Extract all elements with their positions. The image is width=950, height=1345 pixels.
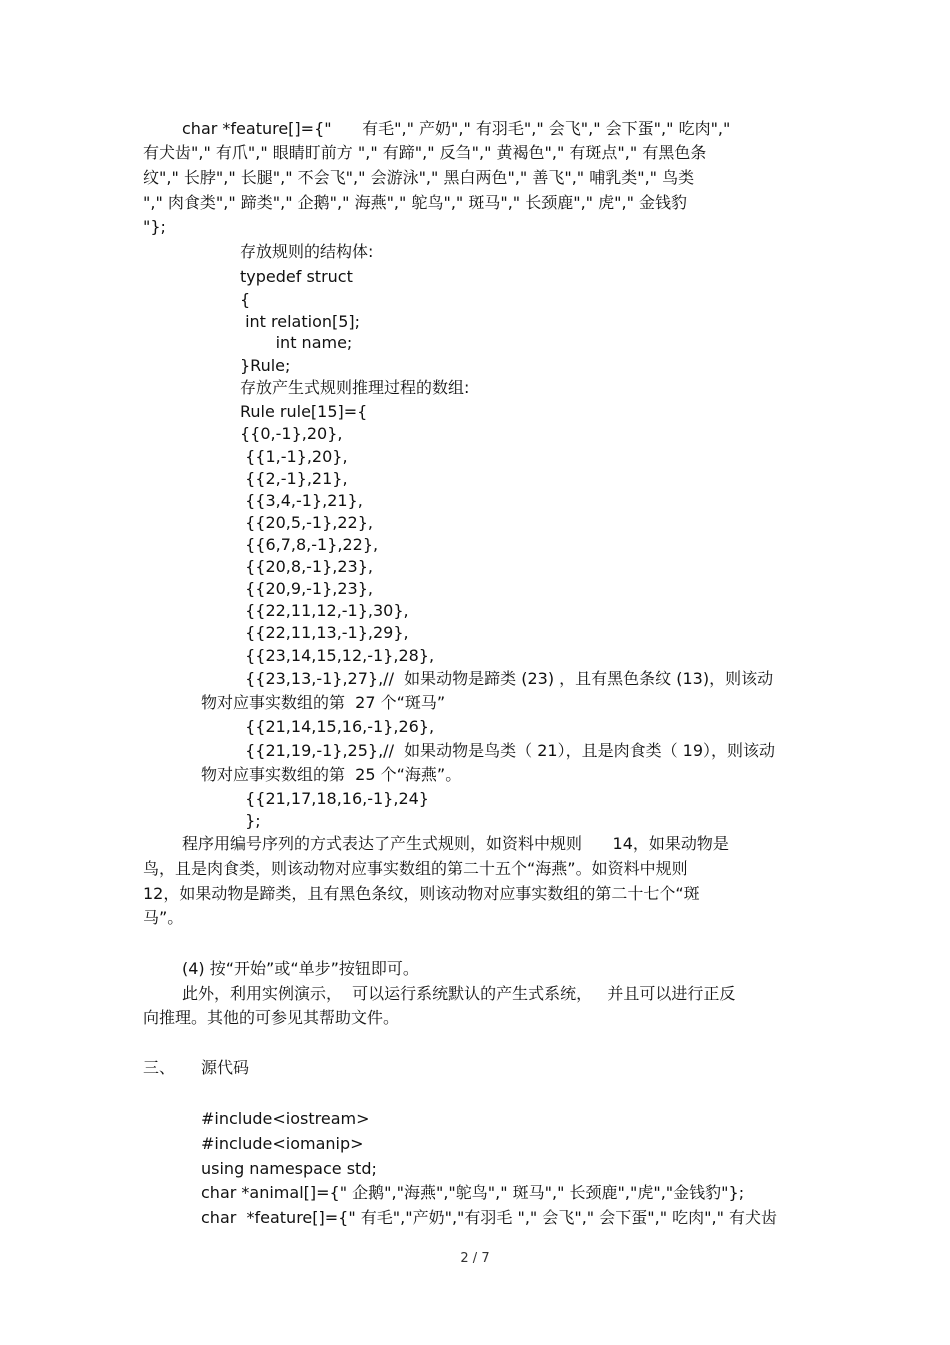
rule-entry: {{20,5,-1},22}, [240, 513, 373, 532]
rule-entry: {{22,11,12,-1},30}, [240, 601, 409, 620]
rule-entry: {{20,8,-1},23}, [240, 557, 373, 576]
code-line: typedef struct [240, 267, 353, 286]
rule-struct-caption: 存放规则的结构体: [240, 242, 374, 261]
page-number: 2 / 7 [460, 1251, 490, 1266]
rule-entry: {{21,17,18,16,-1},24} [240, 789, 429, 808]
step-4-instruction: (4) 按“开始”或“单步”按钮即可。 [182, 959, 419, 978]
source-code-line: char *feature[]={" 有毛","产奶","有羽毛 "," 会飞"," 会下蛋"," 吃肉"," 有犬齿 [201, 1208, 778, 1227]
rule-comment-continuation: 物对应事实数组的第 25 个“海燕”。 [201, 765, 462, 784]
feature-array-line: "," 肉食类"," 蹄类"," 企鹅"," 海燕"," 鸵鸟"," 斑马"," 长颈鹿"," 虎"," 金钱豹 [143, 193, 688, 212]
additional-note: 向推理。其他的可参见其帮助文件。 [143, 1008, 400, 1027]
code-line: Rule rule[15]={ [240, 402, 368, 421]
code-line: }; [240, 811, 261, 830]
source-code-line: #include<iomanip> [201, 1134, 364, 1153]
explanation-paragraph: 程序用编号序列的方式表达了产生式规则，如资料中规则 14，如果动物是 [182, 834, 729, 853]
code-line: }Rule; [240, 356, 291, 375]
source-code-line: char *animal[]={" 企鹅","海燕","鸵鸟"," 斑马"," 长颈鹿","虎","金钱豹"}; [201, 1183, 745, 1202]
rule-entry: {{2,-1},21}, [240, 469, 348, 488]
feature-array-line: 有犬齿"," 有爪"," 眼睛盯前方 "," 有蹄"," 反刍"," 黄褐色"," 有斑点"," 有黑色条 [143, 143, 707, 162]
feature-array-line: "}; [143, 217, 166, 236]
feature-array-line: 纹"," 长脖"," 长腿"," 不会飞"," 会游泳"," 黑白两色"," 善飞"," 哺乳类"," 鸟类 [143, 168, 695, 187]
explanation-paragraph: 马”。 [143, 908, 184, 927]
rule-entry-commented: {{21,19,-1},25},// 如果动物是鸟类（ 21），且是肉食类（ 19），则该动 [240, 741, 776, 760]
feature-array-line: char *feature[]={" 有毛"," 产奶"," 有羽毛"," 会飞"," 会下蛋"," 吃肉"," [182, 119, 731, 138]
explanation-paragraph: 12，如果动物是蹄类，且有黑色条纹，则该动物对应事实数组的第二十七个“斑 [143, 884, 700, 903]
code-line: { [240, 290, 251, 309]
code-line: int relation[5]; [240, 312, 361, 331]
additional-note: 此外，利用实例演示， 可以运行系统默认的产生式系统， 并且可以进行正反 [182, 984, 736, 1003]
rule-entry: {{6,7,8,-1},22}, [240, 535, 379, 554]
rule-entry: {{0,-1},20}, [240, 424, 343, 443]
rule-array-caption: 存放产生式规则推理过程的数组: [240, 378, 470, 397]
rule-entry: {{20,9,-1},23}, [240, 579, 373, 598]
section-title: 源代码 [201, 1058, 250, 1077]
code-line: int name; [240, 333, 353, 352]
rule-entry: {{23,14,15,12,-1},28}, [240, 646, 435, 665]
explanation-paragraph: 鸟，且是肉食类，则该动物对应事实数组的第二十五个“海燕”。如资料中规则 [143, 859, 688, 878]
rule-entry-commented: {{23,13,-1},27},// 如果动物是蹄类 (23) ，且有黑色条纹 (13)，则该动 [240, 669, 774, 688]
source-code-line: #include<iostream> [201, 1109, 370, 1128]
source-code-line: using namespace std; [201, 1159, 377, 1178]
rule-entry: {{1,-1},20}, [240, 447, 348, 466]
rule-entry: {{22,11,13,-1},29}, [240, 623, 409, 642]
rule-entry: {{21,14,15,16,-1},26}, [240, 717, 435, 736]
rule-entry: {{3,4,-1},21}, [240, 491, 363, 510]
rule-comment-continuation: 物对应事实数组的第 27 个“斑马” [201, 693, 446, 712]
section-number: 三、 [143, 1058, 176, 1077]
